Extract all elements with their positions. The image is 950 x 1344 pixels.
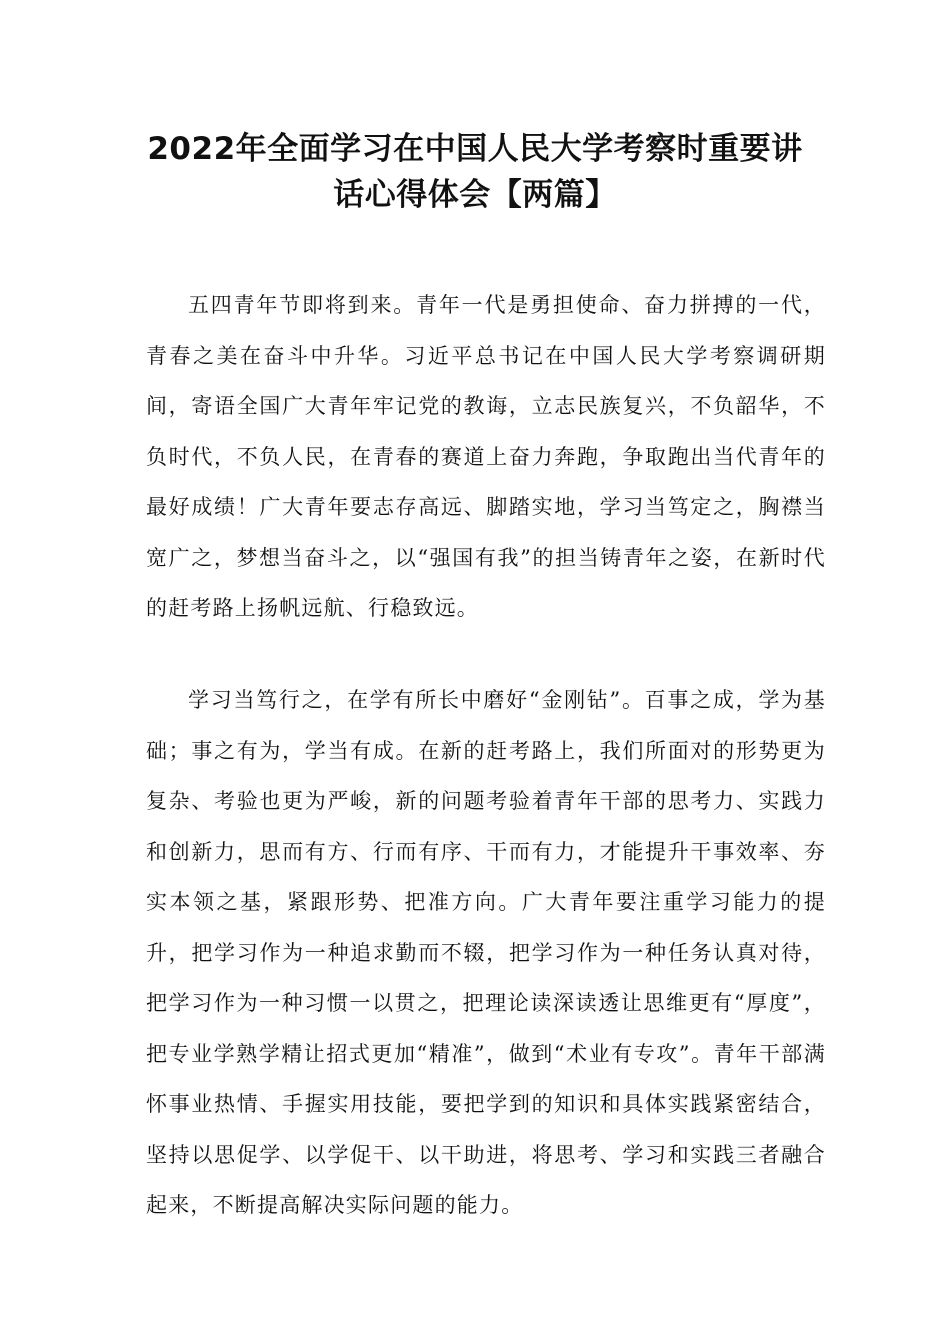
document-title-line-2: 话心得体会【两篇】 bbox=[333, 177, 617, 213]
document-title bbox=[120, 126, 830, 218]
paragraph-1: 五四青年节即将到来。青年一代是勇担使命、奋力拼搏的一代，青春之美在奋斗中升华。习近平总书记在中国人民大学考察调研期间，寄语全国广大青年牢记党的教诲，立志民族复兴，不负韶华，不负时代，不负人民，在青春的赛道上奋力奔跑，争取跑出当代青年的最好成绩！广大青年要志存高远、脚踏实地，学习当笃定之，胸襟当宽广之，梦想当奋斗之，以“强国有我”的担当铸青年之姿，在新时代的赶考路上扬帆远航、行稳致远。 bbox=[146, 293, 826, 620]
paragraph-2: 学习当笃行之，在学有所长中磨好“金刚钻”。百事之成，学为基础；事之有为，学当有成。在新的赶考路上，我们所面对的形势更为复杂、考验也更为严峻，新的问题考验着青年干部的思考力、实践力和创新力，思而有方、行而有序、干而有力，才能提升干事效率、夯实本领之基，紧跟形势、把准方向。广大青年要注重学习能力的提升，把学习作为一种追求勤而不辍，把学习作为一种任务认真对待，把学习作为一种习惯一以贯之，把理论读深读透让思维更有“厚度”，把专业学熟学精让招式更加“精准”，做到“术业有专攻”。青年干部满怀事业热情、手握实用技能，要把学到的知识和具体实践紧密结合，坚持以思促学、以学促干、以干助进，将思考、学习和实践三者融合起来，不断提高解决实际问题的能力。 bbox=[146, 688, 826, 1217]
document-title-line-1: 2022年全面学习在中国人民大学考察时重要讲 bbox=[147, 131, 803, 167]
